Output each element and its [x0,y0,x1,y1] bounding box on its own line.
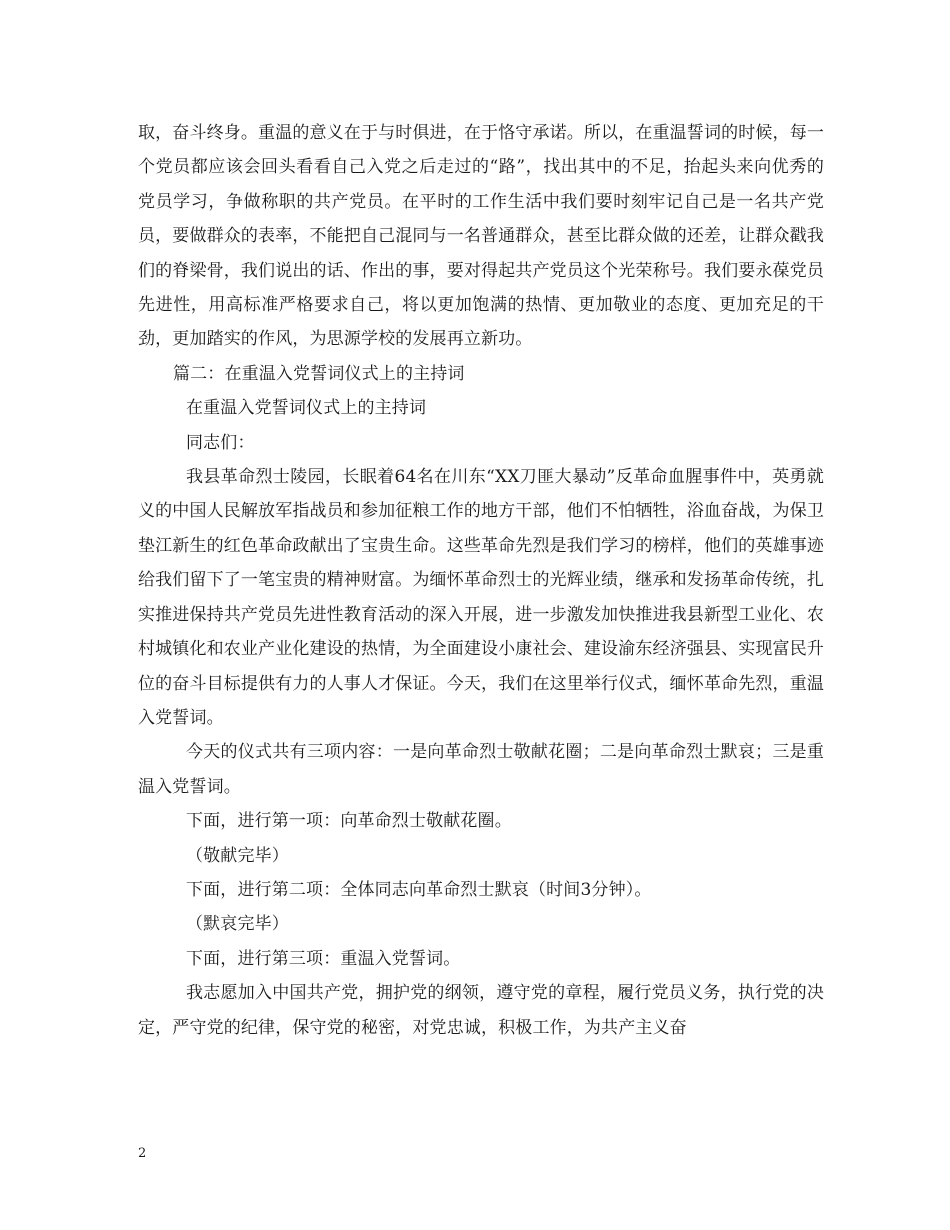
document-body [138,116,824,1045]
salutation: 同志们： [186,432,255,453]
agenda-note-1: （敬献完毕） [186,845,289,866]
agenda-item-3: 下面，进行第三项：重温入党誓词。 [186,948,461,969]
agenda-note-2: （默哀完毕） [186,914,289,935]
paragraph-agenda: 今天的仪式共有三项内容：一是向革命烈士敬献花圈；二是向革命烈士默哀；三是重温入党誓词。 [138,742,824,797]
section-heading: 篇二：在重温入党誓词仪式上的主持词 [173,363,465,384]
paragraph-intro: 我县革命烈士陵园，长眠着64名在川东“XX刀匪大暴动”反革命血腥事件中，英勇就义的中国人民解放军指战员和参加征粮工作的地方干部，他们不怕牺牲，浴血奋战，为保卫垫江新生的红色革命政献出了宝贵生命。这些革命先烈是我们学习的榜样，他们的英雄事迹给我们留下了一笔宝贵的精神财富。为缅怀革命烈士的光辉业绩，继承和发扬革命传统，扎实推进保持共产党员先进性教育活动的深入开展，进一步激发加快推进我县新型工业化、农村城镇化和农业产业化建设的热情，为全面建设小康社会、建设渝东经济强县、实现富民升位的奋斗目标提供有力的人事人才保证。今天，我们在这里举行仪式，缅怀革命先烈，重温入党誓词。 [138,467,824,728]
paragraph-1: 取，奋斗终身。重温的意义在于与时俱进，在于恪守承诺。所以，在重温誓词的时候，每一个党员都应该会回头看看自己入党之后走过的“路”，找出其中的不足，抬起头来向优秀的党员学习，争做称职的共产党员。在平时的工作生活中我们要时刻牢记自己是一名共产党员，要做群众的表率，不能把自己混同与一名普通群众，甚至比群众做的还差，让群众戳我们的脊梁骨，我们说出的话、作出的事，要对得起共产党员这个光荣称号。我们要永葆党员先进性，用高标准严格要求自己，将以更加饱满的热情、更加敬业的态度、更加充足的干劲，更加踏实的作风，为思源学校的发展再立新功。 [138,123,824,350]
oath-text: 我志愿加入中国共产党，拥护党的纲领，遵守党的章程，履行党员义务，执行党的决定，严守党的纪律，保守党的秘密，对党忠诚，积极工作，为共产主义奋 [138,983,824,1038]
agenda-item-2: 下面，进行第二项：全体同志向革命烈士默哀（时间3分钟）。 [186,879,652,900]
document-title: 在重温入党誓词仪式上的主持词 [186,398,427,419]
page-number: 2 [138,1146,147,1161]
agenda-item-1: 下面，进行第一项：向革命烈士敬献花圈。 [186,811,512,832]
